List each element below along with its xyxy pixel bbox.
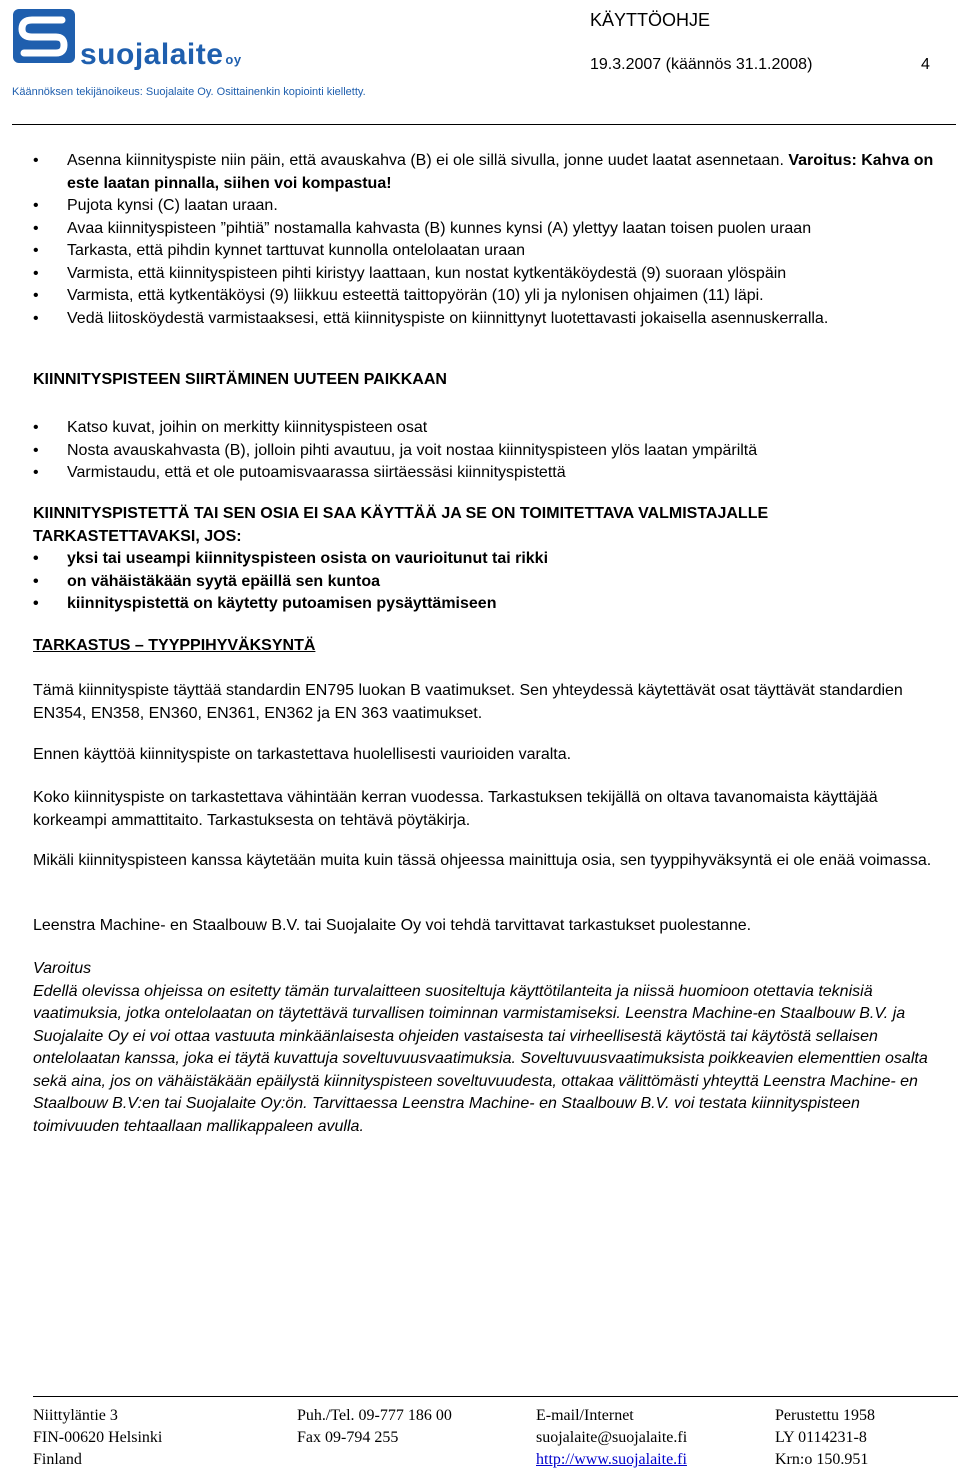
logo-wordmark: suojalaite oy (80, 38, 242, 71)
disclaimer-block (33, 958, 948, 1138)
copyright-notice: Käännöksen tekijänoikeus: Suojalaite Oy. Osittainenkin kopiointi kielletty. (12, 86, 366, 98)
paragraph-annual-inspection: Koko kiinnityspiste on tarkastettava vähintään kerran vuodessa. Tarkastuksen tekijällä on oltava tavanomaista käyttäjää korkeampi ammattitaito. Tarkastuksesta on tehtävä pöytäkirja. (33, 789, 878, 829)
header-divider (12, 124, 956, 125)
list-item: • Nosta avauskahvasta (B), jolloin pihti avautuu, ja voit nostaa kiinnityspisteen ylös laatan ympäriltä (33, 440, 938, 463)
list-item: • yksi tai useampi kiinnityspisteen osista on vaurioitunut tai rikki (33, 548, 938, 571)
list-item: • Varmistaudu, että et ole putoamisvaarassa siirtäessäsi kiinnityspistettä (33, 462, 938, 485)
installation-steps-list (33, 150, 938, 330)
footer-country: Finland (33, 1451, 82, 1468)
list-item: • Asenna kiinnityspiste niin päin, että avauskahva (B) ei ole sillä sivulla, jonne uudet laatat asennetaan. Varoitus: Kahva on este laatan pinnalla, siihen voi kompastua! (33, 150, 938, 195)
disclaimer-title: Varoitus (33, 960, 92, 977)
section-heading-move: KIINNITYSPISTEEN SIIRTÄMINEN UUTEEN PAIKKAAN (33, 371, 447, 388)
section-heading-inspection: TARKASTUS – TYYPPIHYVÄKSYNTÄ (33, 637, 316, 654)
list-item: • Tarkasta, että pihdin kynnet tarttuvat kunnolla ontelolaatan uraan (33, 240, 938, 263)
footer-street: Niittyläntie 3 (33, 1407, 118, 1424)
footer-city: FIN-00620 Helsinki (33, 1429, 163, 1446)
document-date: 19.3.2007 (käännös 31.1.2008) (590, 56, 813, 73)
warning-conditions-list (33, 548, 938, 616)
list-item: • Varmista, että kiinnityspisteen pihti kiristyy laattaan, kun nostat kytkentäköydestä (9) suoraan ylöspäin (33, 263, 938, 286)
footer-company-info (775, 1405, 875, 1471)
page-number: 4 (921, 56, 930, 73)
disclaimer-text: Edellä olevissa ohjeissa on esitetty tämän turvalaitteen suositeltuja käyttötilanteita ja niissä huomioon otettavia teknisiä vaatimuksia, jotka ontelolaatan on täytettävä turvallisen toiminnan varmistamiseksi. Leenstra Machine-en Staalbouw B.V. ja Suojalaite Oy ei voi ottaa vastuuta minkäänlaisesta ohjeiden vastaisesta tai virheellisestä käytöstä tai käytöstä sellaisen ontelolaatan kanssa, joka ei täytä kuvattuja soveltuvuusvaatimuksia. Soveltuvuusvaatimuksista poikkeavien elementtien osalta sekä aina, jos on vähäistäkään epäilystä kiinnityspisteen soveltuvuudesta, ottakaa välittömästi yhteyttä Leenstra Machine- en Staalbouw B.V:en tai Suojalaite Oy:ön. Tarvittaessa Leenstra Machine- en Staalbouw B.V. voi testata kiinnityspisteen toimivuuden tehtaallaan mallikappaleen avulla. (33, 982, 928, 1135)
footer-founded: Perustettu 1958 (775, 1407, 875, 1424)
suojalaite-logo-icon (12, 8, 76, 64)
list-item: • on vähäistäkään syytä epäillä sen kuntoa (33, 571, 938, 594)
list-item: • Avaa kiinnityspisteen ”pihtiä” nostamalla kahvasta (B) kunnes kynsi (A) ylettyy laatan toisen puolen uraan (33, 218, 938, 241)
footer-fax: Fax 09-794 255 (297, 1429, 399, 1446)
list-item: • Varmista, että kytkentäköysi (9) liikkuu esteettä taittopyörän (10) yli ja nylonisen ohjaimen (11) läpi. (33, 285, 938, 308)
footer-email-label: E-mail/Internet (536, 1407, 634, 1424)
footer-phone (297, 1405, 452, 1449)
list-item: • kiinnityspistettä on käytetty putoamisen pysäyttämiseen (33, 593, 938, 616)
list-item: • Vedä liitosköydestä varmistaaksesi, että kiinnityspiste on kiinnittynyt luotettavasti jokaisella asennuskerralla. (33, 308, 938, 331)
footer-register-number: Krn:o 150.951 (775, 1451, 869, 1468)
footer-divider (33, 1396, 958, 1397)
footer-tel: Puh./Tel. 09-777 186 00 (297, 1407, 452, 1424)
move-steps-list (33, 417, 938, 485)
footer-contact (536, 1405, 687, 1471)
list-item: • Katso kuvat, joihin on merkitty kiinnityspisteen osat (33, 417, 938, 440)
footer-address (33, 1405, 162, 1471)
paragraph-inspection-service: Leenstra Machine- en Staalbouw B.V. tai Suojalaite Oy voi tehdä tarvittavat tarkastukset puolestanne. (33, 917, 752, 934)
footer-website-link[interactable]: http://www.suojalaite.fi (536, 1451, 687, 1468)
footer-email[interactable]: suojalaite@suojalaite.fi (536, 1429, 688, 1446)
paragraph-standards: Tämä kiinnityspiste täyttää standardin EN795 luokan B vaatimukset. Sen yhteydessä käytettävät osat täyttävät standardien EN354, EN358, EN360, EN361, EN362 ja EN 363 vaatimukset. (33, 682, 903, 722)
paragraph-pre-use-check: Ennen käyttöä kiinnityspiste on tarkastettava huolellisesti vaurioiden varalta. (33, 746, 572, 763)
document-title: KÄYTTÖOHJE (590, 10, 711, 30)
paragraph-approval-validity: Mikäli kiinnityspisteen kanssa käytetään muita kuin tässä ohjeessa mainittuja osia, sen tyyppihyväksyntä ei ole enää voimassa. (33, 852, 932, 869)
warning-heading: KIINNITYSPISTETTÄ TAI SEN OSIA EI SAA KÄYTTÄÄ JA SE ON TOIMITETTAVA VALMISTAJALLE TARKASTETTAVAKSI, JOS: (33, 505, 769, 545)
footer-business-id: LY 0114231-8 (775, 1429, 867, 1446)
list-item: • Pujota kynsi (C) laatan uraan. (33, 195, 938, 218)
